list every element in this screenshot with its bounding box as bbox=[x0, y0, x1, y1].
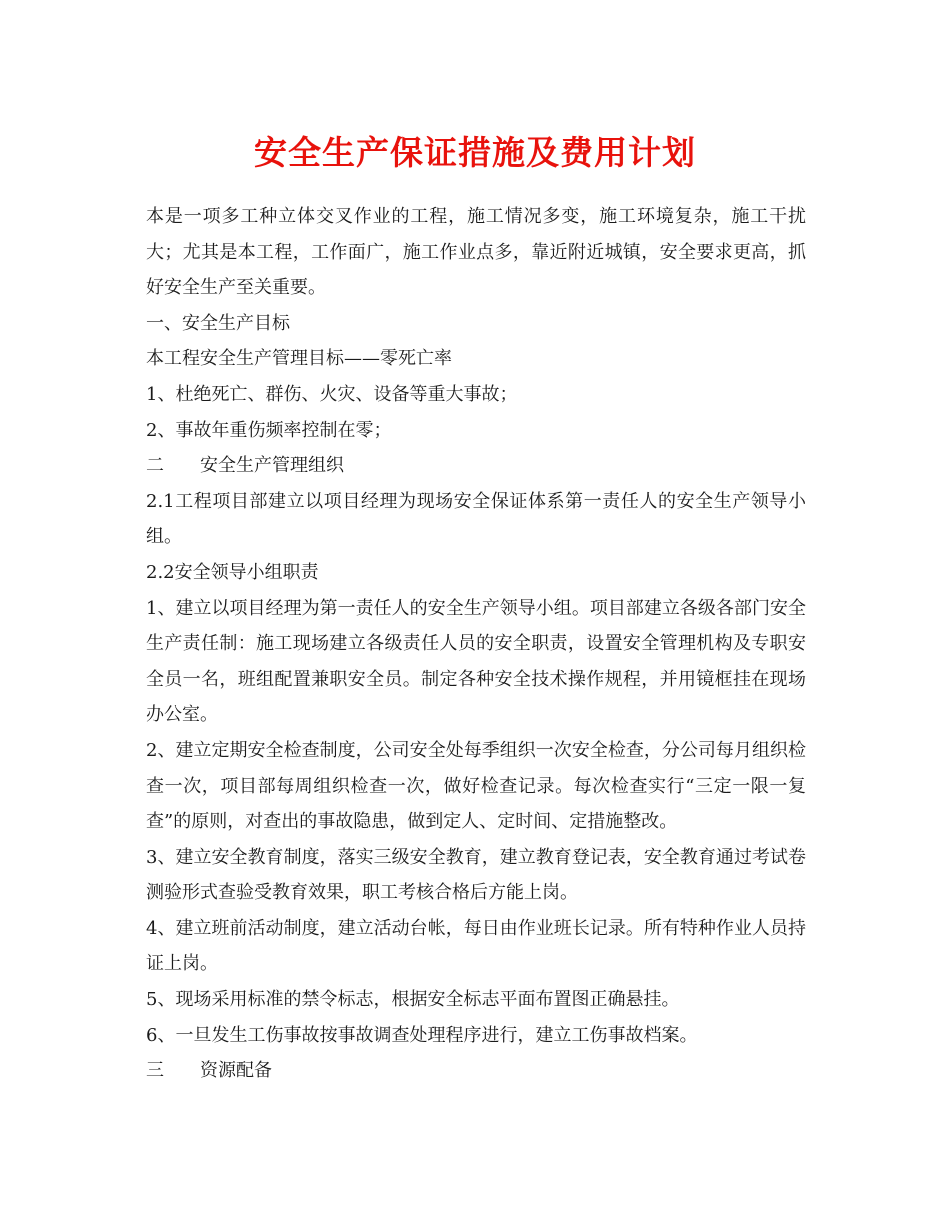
section3-number: 三 bbox=[146, 1060, 164, 1082]
section2-2-heading: 2.2安全领导小组职责 bbox=[146, 561, 319, 583]
section2-heading bbox=[146, 448, 806, 484]
section1-item: 2、事故年重伤频率控制在零； bbox=[146, 419, 392, 441]
section1-heading: 一、安全生产目标 bbox=[146, 312, 290, 334]
section1-item: 1、杜绝死亡、群伤、火灾、设备等重大事故； bbox=[146, 383, 518, 405]
section2-item: 1、建立以项目经理为第一责任人的安全生产领导小组。项目部建立各级各部门安全生产责任制：施工现场建立各级责任人员的安全职责，设置安全管理机构及专职安全员一名，班组配置兼职安全员。制定各种安全技术操作规程，并用镜框挂在现场办公室。 bbox=[146, 597, 806, 726]
section2-item: 6、一旦发生工伤事故按事故调查处理程序进行，建立工伤事故档案。 bbox=[146, 1024, 698, 1046]
section2-item: 4、建立班前活动制度，建立活动台帐，每日由作业班长记录。所有特种作业人员持证上岗。 bbox=[146, 917, 806, 975]
section2-item: 5、现场采用标准的禁令标志，根据安全标志平面布置图正确悬挂。 bbox=[146, 989, 680, 1011]
document-body bbox=[146, 199, 806, 1089]
document-title: 安全生产保证措施及费用计划 bbox=[254, 133, 696, 172]
section2-item: 3、建立安全教育制度，落实三级安全教育，建立教育登记表，安全教育通过考试卷测验形式查验受教育效果，职工考核合格后方能上岗。 bbox=[146, 846, 806, 904]
section3-title: 资源配备 bbox=[200, 1060, 272, 1082]
intro-paragraph: 本是一项多工种立体交叉作业的工程，施工情况多变，施工环境复杂，施工干扰大；尤其是本工程，工作面广，施工作业点多，靠近附近城镇，安全要求更高，抓好安全生产至关重要。 bbox=[146, 206, 806, 299]
section2-title: 安全生产管理组织 bbox=[200, 455, 344, 477]
section2-number: 二 bbox=[146, 455, 164, 477]
section2-item: 2、建立定期安全检查制度，公司安全处每季组织一次安全检查，分公司每月组织检查一次，项目部每周组织检查一次，做好检查记录。每次检查实行“三定一限一复查”的原则，对查出的事故隐患，做到定人、定时间、定措施整改。 bbox=[146, 739, 806, 833]
section1-goal: 本工程安全生产管理目标——零死亡率 bbox=[146, 348, 452, 370]
section2-1-paragraph: 2.1工程项目部建立以项目经理为现场安全保证体系第一责任人的安全生产领导小组。 bbox=[146, 490, 806, 548]
section3-heading bbox=[146, 1053, 806, 1089]
